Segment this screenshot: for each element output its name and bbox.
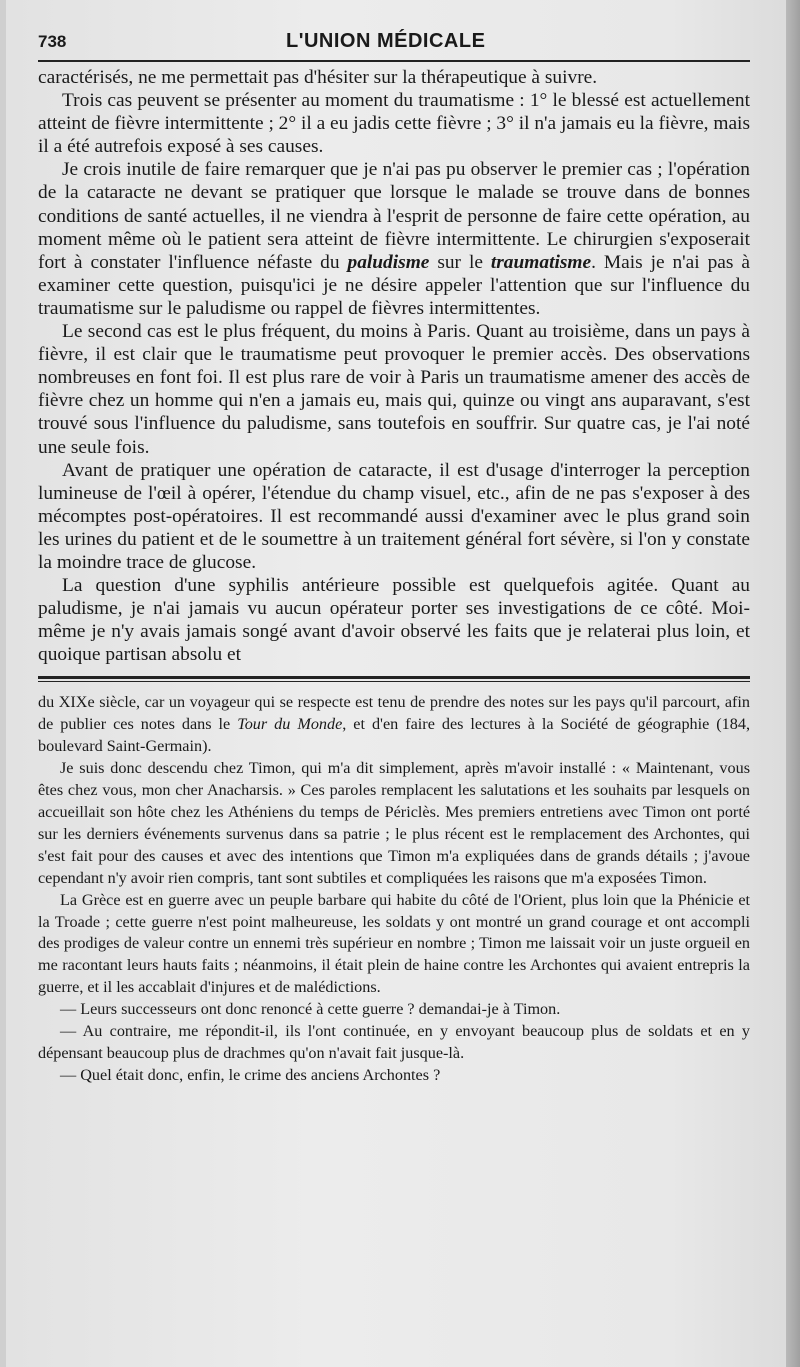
feuilleton-section [38,692,750,1086]
page-edge-shadow [786,0,800,1367]
page-number: 738 [38,32,67,51]
emphasis-paludisme: paludisme [347,251,430,273]
paragraph-syphilis-question: La question d'une syphilis antérieure possible est quelquefois agitée. Quant au paludisme, je n'ai jamais vu aucun opérateur porter ses investigations de ce côté. Moi-même je n'y avais jamais songé avant d'avoir observé les faits que je relaterai plus loin, et quoique partisan absolu et [38,575,750,666]
page-header [38,30,750,62]
newspaper-page [6,0,786,1367]
feuilleton-dialog-2: — Au contraire, me répondit-il, ils l'ont continuée, en y envoyant beaucoup plus de soldats et en y dépensant beaucoup plus de drachmes qu'on n'avait fait jusque-là. [38,1022,750,1062]
journal-title: L'UNION MÉDICALE [286,30,486,52]
main-article [38,66,750,666]
emphasis-traumatisme: traumatisme [490,251,592,273]
feuilleton-paragraph-1: du XIXe siècle, car un voyageur qui se respecte est tenu de prendre des notes sur les pays qu'il parcourt, afin de publier ces notes dans le Tour du Monde, et d'en faire des lectures à la Société de géographie (184, boulevard Saint-Germain). [38,693,751,756]
feuilleton-paragraph-2: Je suis donc descendu chez Timon, qui m'a dit simplement, après m'avoir installé : « Maintenant, vous êtes chez vous, mon cher Anacharsis. » Ces paroles remplacent les salutations et les souhaits par lesquels on accueillait son hôte chez les Athéniens du temps de Périclès. Mes premiers entretiens avec Timon ont porté sur les derniers événements survenus dans sa patrie ; le plus récent est le remplacement des Archontes, qui s'est fait pour des causes et avec des intentions que Timon m'a expliquées dans de grands détails ; j'avoue cependant n'y avoir rien compris, tant sont subtiles et compliquées les raisons que m'a exposées Timon. [38,759,750,887]
feuilleton-divider [38,676,750,682]
feuilleton-dialog-1: — Leurs successeurs ont donc renoncé à cette guerre ? demandai-je à Timon. [60,1000,561,1019]
feuilleton-paragraph-3: La Grèce est en guerre avec un peuple barbare qui habite du côté de l'Orient, plus loin que la Phénicie et la Troade ; cette guerre n'est point malheureuse, les soldats y ont montré un grand courage et ont accompli des prodiges de valeur contre un ennemi très supérieur en nombre ; Timon me laissait voir un juste orgueil en me racontant leurs hauts faits ; néanmoins, il était plein de haine contre les Archontes qui avaient entrepris la guerre, et il les accablait d'injures et de malédictions. [38,890,750,997]
paragraph-second-case: Le second cas est le plus fréquent, du moins à Paris. Quant au troisième, dans un pays à fièvre, il est clair que le traumatisme peut provoquer le premier accès. Des observations nombreuses en font foi. Il est plus rare de voir à Paris un traumatisme amener des accès de fièvre chez un homme qui n'en a jamais eu, mais qui, quinze ou vingt ans auparavant, s'est trouvé sous l'influence du paludisme, sans toutefois en souffrir. Sur quatre cas, je l'ai noté une seule fois. [38,321,750,458]
paragraph-three-cases: Trois cas peuvent se présenter au moment du traumatisme : 1° le blessé est actuellement atteint de fièvre intermittente ; 2° il a eu jadis cette fièvre ; 3° il n'a jamais eu la fièvre, mais il a été autrefois exposé à ses causes. [38,90,750,158]
feuilleton-dialog-3: — Quel était donc, enfin, le crime des anciens Archontes ? [60,1065,441,1084]
paragraph-first-case: Je crois inutile de faire remarquer que je n'ai pas pu observer le premier cas ; l'opération de la cataracte ne devant se pratiquer que lorsque le malade se trouve dans de bonnes conditions de santé actuelles, il ne viendra à l'esprit de personne de faire cette opération, au moment même où le patient sera atteint de fièvre intermittente. Le chirurgien s'exposerait fort à constater l'influence néfaste du paludisme sur le traumatisme. Mais je n'ai pas à examiner cette question, puisqu'ici je ne désire appeler l'attention que sur l'influence du traumatisme sur le paludisme ou rappel de fièvres intermittentes. [38,159,750,319]
paragraph-continuation: caractérisés, ne me permettait pas d'hésiter sur la thérapeutique à suivre. [38,67,598,88]
paragraph-cataract-operation: Avant de pratiquer une opération de cataracte, il est d'usage d'interroger la perception lumineuse de l'œil à opérer, l'étendue du champ visuel, etc., afin de ne pas s'exposer à des mécomptes post-opératoires. Il est recommandé aussi d'examiner avec le plus grand soin les urines du patient et de le soumettre à un traitement général fort sévère, si l'on y constate la moindre trace de glucose. [38,459,750,573]
emphasis-tour-du-monde: Tour du Monde [237,715,343,734]
